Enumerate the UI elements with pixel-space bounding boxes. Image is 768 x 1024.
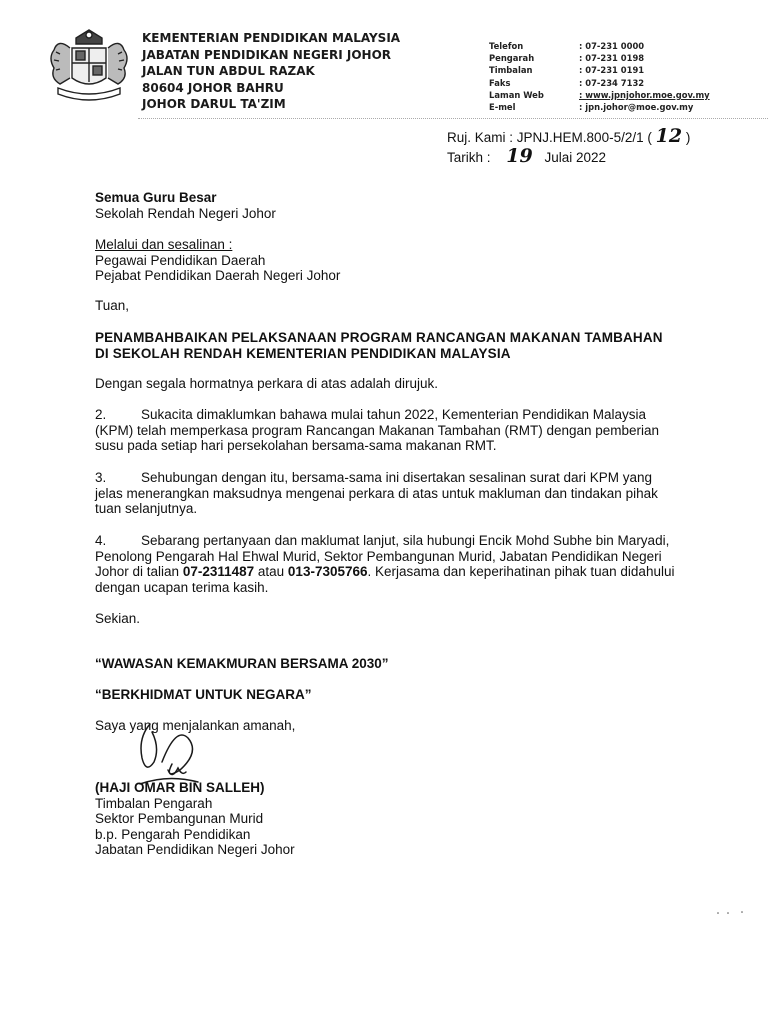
contact-label: Pengarah [489,53,535,64]
signatory-department: Jabatan Pendidikan Negeri Johor [95,842,295,858]
reference-block [447,127,690,167]
paragraph-line [95,564,735,580]
via-block [95,237,695,284]
contact-row [489,64,710,76]
paragraph-line: susu pada setiap hari persekolahan bersama-sama makanan RMT. [95,438,497,454]
paragraph-1: Dengan segala hormatnya perkara di atas adalah dirujuk. [95,376,438,391]
paragraph-line: dengan ucapan terima kasih. [95,579,269,595]
motto-service: “BERKHIDMAT UNTUK NEGARA” [95,687,312,702]
date-month-year: Julai 2022 [544,150,607,165]
reference-label: Ruj. Kami : [447,130,514,145]
scan-specks [712,908,752,918]
contact-details [489,40,710,113]
salutation: Tuan, [95,298,130,313]
website-link[interactable]: : www.jpnjohor.moe.gov.my [579,89,710,100]
contact-row [489,101,710,113]
coat-of-arms-logo [40,26,138,112]
contact-row [489,52,710,64]
via-label: Melalui dan sesalinan : [95,237,233,252]
contact-value: : 07-234 7132 [579,77,645,88]
paragraph-line: jelas menerangkan maksudnya mengenai perkara di atas untuk makluman dan tindakan pihak [95,485,658,501]
org-line-department: JABATAN PENDIDIKAN NEGERI JOHOR [142,47,392,62]
contact-label: Faks [489,77,511,88]
recipient-place: Sekolah Rendah Negeri Johor [95,205,276,221]
paragraph-line: Sukacita dimaklumkan bahawa mulai tahun 2022, Kementerian Pendidikan Malaysia [141,407,647,422]
paragraph-line: Penolong Pengarah Hal Ehwal Murid, Sektor Pembangunan Murid, Jabatan Pendidikan Negeri [95,548,662,564]
motto-vision: “WAWASAN KEMAKMURAN BERSAMA 2030” [95,656,389,671]
date-day-handwritten: 19 [506,145,533,167]
text-span: . Kerjasama dan keperihatinan pihak tuan didahului [367,564,675,580]
paragraph-line: Sehubungan dengan itu, bersama-sama ini disertakan sesalinan surat dari KPM yang [141,470,653,485]
contact-row [489,40,710,52]
contact-label: Telefon [489,41,524,51]
contact-value: : 07-231 0198 [579,53,645,64]
text-span: atau [254,564,288,580]
signatory-name: (HAJI OMAR BIN SALLEH) [95,780,265,795]
email-link[interactable]: : jpn.johor@moe.gov.my [579,102,694,113]
reference-line [447,127,690,147]
recipient-block [95,190,695,221]
date-line [447,147,690,167]
contact-value: : 07-231 0191 [579,65,645,76]
subject-line-2: DI SEKOLAH RENDAH KEMENTERIAN PENDIDIKAN MALAYSIA [95,345,511,361]
contact-value: : 07-231 0000 [579,41,645,51]
phone-number-mobile: 013-7305766 [287,564,368,580]
paragraph-3 [95,470,735,517]
subject-block [95,330,735,361]
contact-label: E-mel [489,102,516,113]
org-line-street: JALAN TUN ABDUL RAZAK [142,64,315,79]
paragraph-4 [95,533,735,595]
paragraph-number: 3. [95,470,107,485]
org-line-ministry: KEMENTERIAN PENDIDIKAN MALAYSIA [142,31,401,45]
reference-close: ) [685,130,691,145]
org-line-state: JOHOR DARUL TA'ZIM [142,97,286,112]
paragraph-line: Sebarang pertanyaan dan maklumat lanjut, sila hubungi Encik Mohd Subhe bin Maryadi, [141,533,670,548]
signatory-title: Timbalan Pengarah [95,795,213,811]
phone-number-office: 07-2311487 [182,564,255,580]
paragraph-line: (KPM) telah memperkasa program Rancangan Makanan Tambahan (RMT) dengan pemberian [95,422,660,438]
signatory-block [95,780,695,858]
signatory-on-behalf: b.p. Pengarah Pendidikan [95,826,251,842]
organization-header [142,30,400,113]
contact-row [489,89,710,101]
paragraph-number: 2. [95,407,107,422]
via-line-1: Pegawai Pendidikan Daerah [95,252,266,268]
header-divider [138,118,768,119]
contact-label: Timbalan [489,65,533,76]
contact-label: Laman Web [489,89,544,100]
contact-row [489,77,710,89]
reference-handwritten: 12 [655,125,683,147]
paragraph-number: 4. [95,533,107,548]
subject-line-1: PENAMBAHBAIKAN PELAKSANAAN PROGRAM RANCANGAN MAKANAN TAMBAHAN [95,330,663,345]
recipient-name: Semua Guru Besar [95,190,217,205]
reference-number: JPNJ.HEM.800-5/2/1 ( [516,130,652,145]
org-line-city: 80604 JOHOR BAHRU [142,80,284,95]
closing: Sekian. [95,611,141,626]
paragraph-line: tuan selanjutnya. [95,501,198,517]
signoff: Saya yang menjalankan amanah, [95,718,296,733]
signatory-sector: Sektor Pembangunan Murid [95,811,264,827]
date-label: Tarikh : [447,150,491,165]
paragraph-2 [95,407,735,454]
text-span: Johor di talian [95,564,183,580]
via-line-2: Pejabat Pendidikan Daerah Negeri Johor [95,268,341,284]
